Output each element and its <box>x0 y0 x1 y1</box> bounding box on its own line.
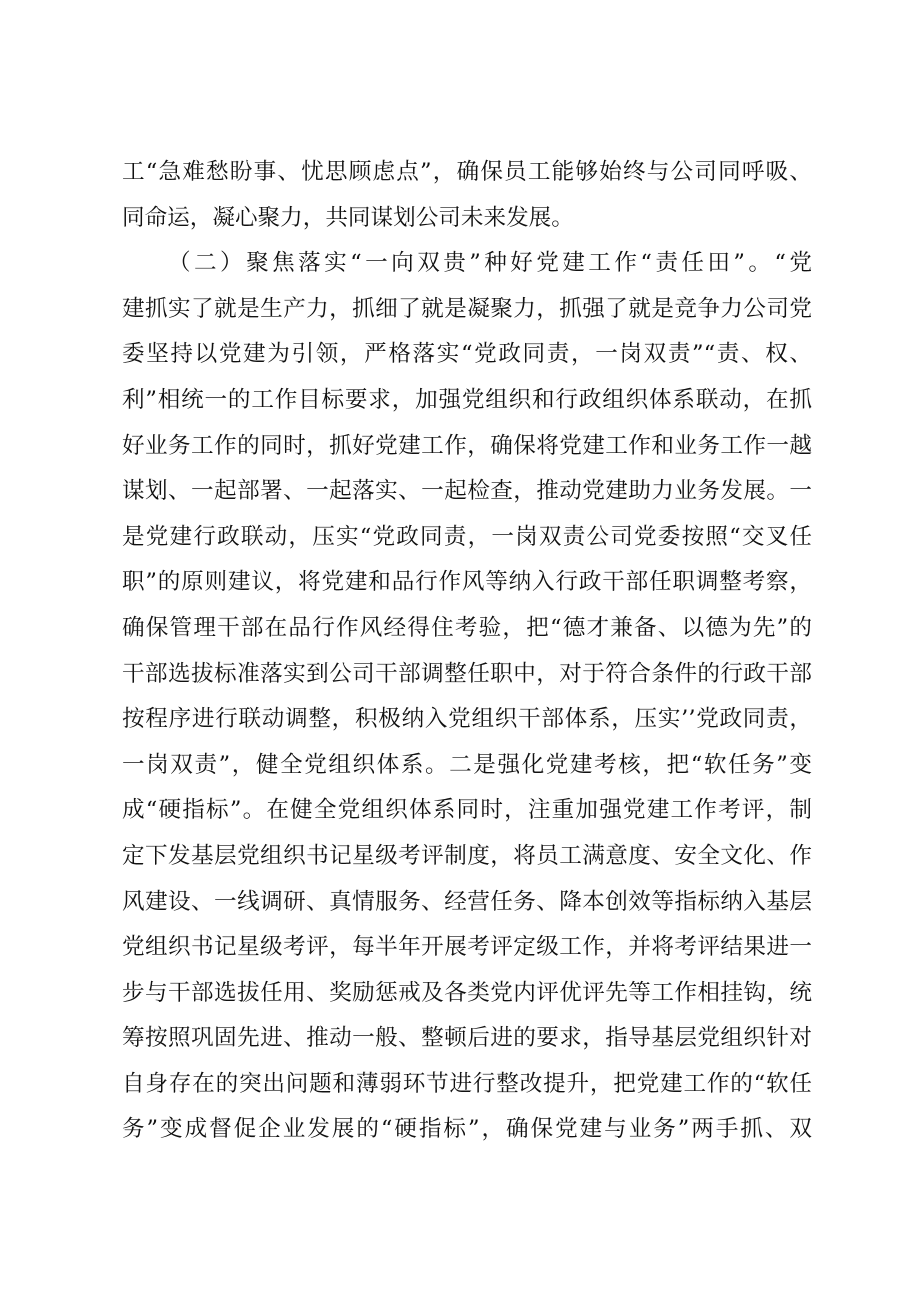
text-line: 按程序进行联动调整，积极纳入党组织干部体系，压实’’党政同责， <box>122 706 812 733</box>
text-line: 成“硬指标”。在健全党组织体系同时，注重加强党建工作考评，制 <box>122 797 812 824</box>
text-line: 筹按照巩固先进、推动一般、整顿后进的要求，指导基层党组织针对 <box>122 1025 812 1052</box>
text-line: 工“急难愁盼事、忧思顾虑点”，确保员工能够始终与公司同呼吸、 <box>122 159 812 185</box>
text-line: 利”相统一的工作目标要求，加强党组织和行政组织体系联动，在抓 <box>122 386 812 413</box>
text-line: 自身存在的突出问题和薄弱环节进行整改提升，把党建工作的“软任 <box>122 1070 812 1097</box>
text-line: 确保管理干部在品行作风经得住考验，把“德才兼备、以德为先”的 <box>122 614 812 641</box>
text-line: 一岗双责”，健全党组织体系。二是强化党建考核，把“软任务”变 <box>122 751 812 778</box>
section-heading-line: （二）聚焦落实“一向双贵”种好党建工作“责任田”。“党 <box>168 250 812 277</box>
text-line: 是党建行政联动，压实“党政同责，一岗双责公司党委按照“交叉任 <box>122 523 812 550</box>
text-line: 党组织书记星级考评，每半年开展考评定级工作，并将考评结果进一 <box>122 934 812 961</box>
text-line: 委坚持以党建为引领，严格落实“党政同责，一岗双责”“责、权、 <box>122 341 812 368</box>
text-line: 风建设、一线调研、真情服务、经营任务、降本创效等指标纳入基层 <box>122 888 812 915</box>
text-line: 务”变成督促企业发展的“硬指标”，确保党建与业务”两手抓、双 <box>122 1116 812 1143</box>
text-line: 步与干部选拔任用、奖励惩戒及各类党内评优评先等工作相挂钩，统 <box>122 979 812 1006</box>
text-line: 谋划、一起部署、一起落实、一起检查，推动党建助力业务发展。一 <box>122 478 812 505</box>
text-line: 好业务工作的同时，抓好党建工作，确保将党建工作和业务工作一越 <box>122 432 812 459</box>
text-line: 职”的原则建议，将党建和品行作风等纳入行政干部任职调整考察， <box>122 569 812 596</box>
text-line: 同命运，凝心聚力，共同谋划公司未来发展。 <box>122 204 574 231</box>
text-line: 建抓实了就是生产力，抓细了就是凝聚力，抓强了就是竞争力公司党 <box>122 295 812 322</box>
text-line: 定下发基层党组织书记星级考评制度，将员工满意度、安全文化、作 <box>122 842 812 869</box>
body-text <box>122 150 812 1153</box>
text-line: 干部选拔标准落实到公司干部调整任职中，对于符合条件的行政干部 <box>122 660 812 687</box>
